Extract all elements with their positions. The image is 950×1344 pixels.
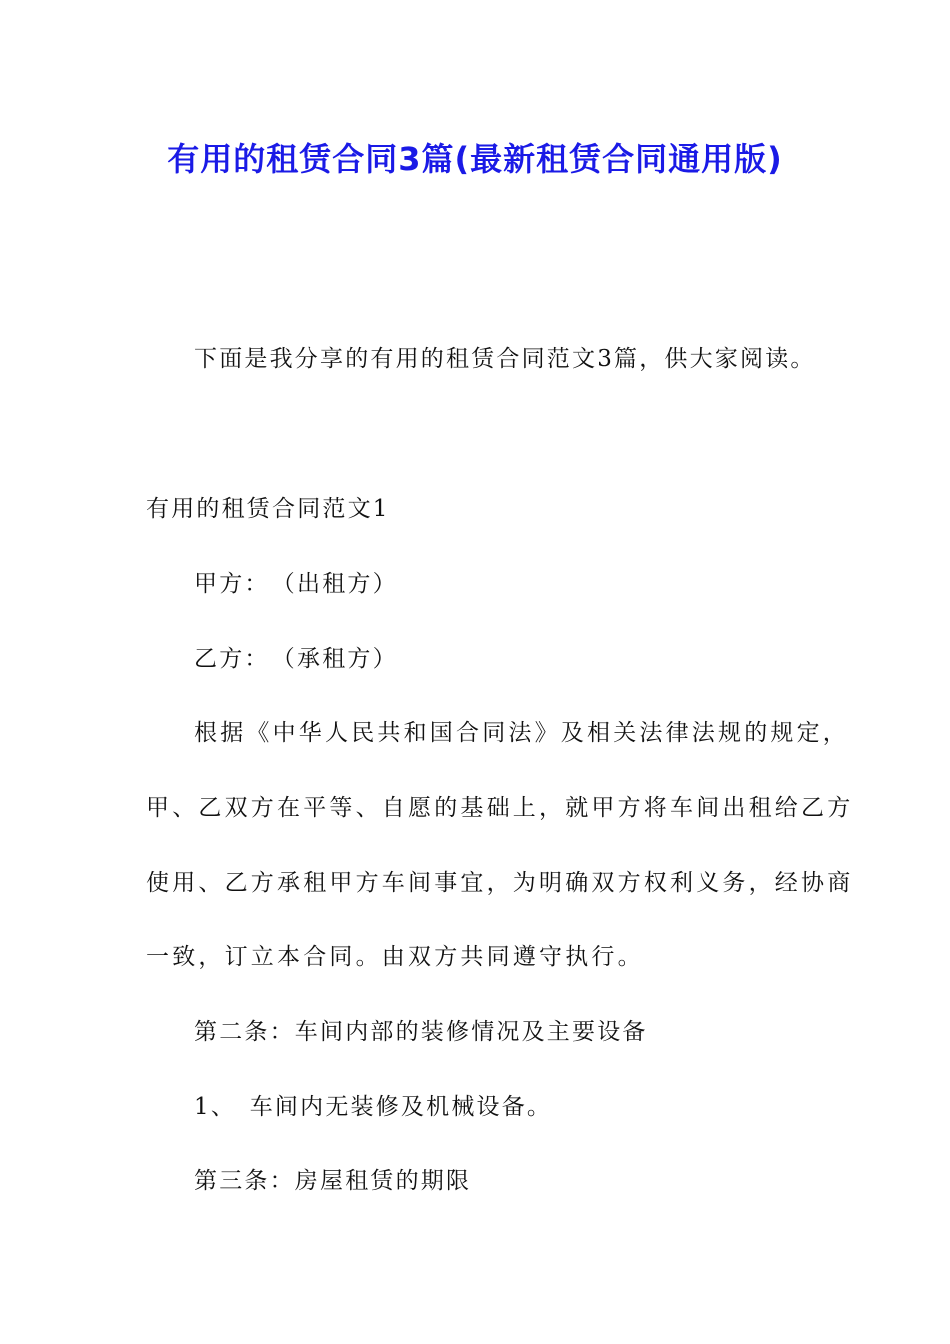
party-a-line: 甲方： （出租方）: [194, 571, 398, 597]
paragraph-line: 使用、乙方承租甲方车间事宜，为明确双方权利义务，经协商: [146, 870, 854, 896]
section-heading: 有用的租赁合同范文1: [146, 496, 390, 522]
paragraph-line: 一致，订立本合同。由双方共同遵守执行。: [146, 944, 644, 970]
paragraph-line: 甲、乙双方在平等、自愿的基础上，就甲方将车间出租给乙方: [146, 795, 854, 821]
document-title: 有用的租赁合同3篇(最新租赁合同通用版): [167, 140, 783, 178]
list-item: 1、 车间内无装修及机械设备。: [194, 1094, 553, 1120]
intro-text: 下面是我分享的有用的租赁合同范文3篇，供大家阅读。: [194, 346, 816, 372]
party-b-line: 乙方： （承租方）: [194, 646, 398, 672]
paragraph-line: 根据《中华人民共和国合同法》及相关法律法规的规定，: [194, 720, 849, 746]
article-3-heading: 第三条：房屋租赁的期限: [194, 1168, 472, 1194]
article-2-heading: 第二条：车间内部的装修情况及主要设备: [194, 1019, 648, 1045]
